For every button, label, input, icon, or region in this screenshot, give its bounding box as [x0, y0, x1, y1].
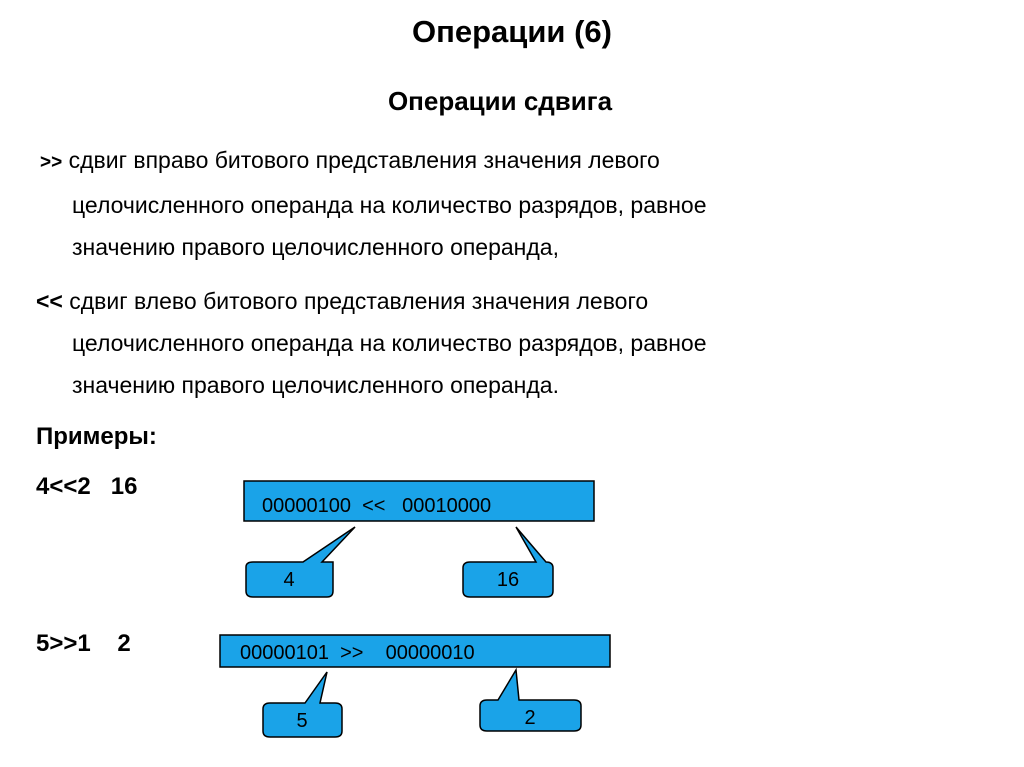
example-2-left-callout-text: 5: [296, 710, 308, 732]
examples-label: Примеры:: [36, 423, 157, 450]
right-shift-line-2: целочисленного операнда на количество разрядов, равное: [72, 192, 707, 218]
example-2-bit-text: 00000101 >> 00000010: [240, 642, 475, 664]
example-1-bit-text: 00000100 << 00010000: [262, 495, 492, 517]
right-shift-text-1: сдвиг вправо битового представления значения левого: [62, 147, 660, 173]
example-1-left-callout: [246, 527, 355, 597]
left-shift-line-2: целочисленного операнда на количество разрядов, равное: [72, 330, 707, 356]
example-1-expression: 4<<2 16: [36, 473, 138, 500]
left-shift-line-3: значению правого целочисленного операнда.: [72, 372, 559, 398]
left-shift-operator: <<: [36, 288, 63, 314]
right-shift-operator: >>: [40, 152, 63, 173]
example-2-diagram: [220, 635, 610, 737]
example-1-left-callout-text: 4: [283, 569, 295, 591]
example-1-diagram: [244, 481, 594, 597]
slide-subtitle: Операции сдвига: [387, 86, 613, 116]
example-2-right-callout-text: 2: [524, 707, 536, 729]
left-shift-text-1: сдвиг влево битового представления значения левого: [62, 288, 649, 314]
example-2-expression: 5>>1 2: [36, 630, 131, 657]
slide-title: Операции (6): [412, 14, 612, 49]
example-1-right-callout-text: 16: [496, 569, 520, 591]
right-shift-line-3: значению правого целочисленного операнда,: [72, 234, 559, 260]
